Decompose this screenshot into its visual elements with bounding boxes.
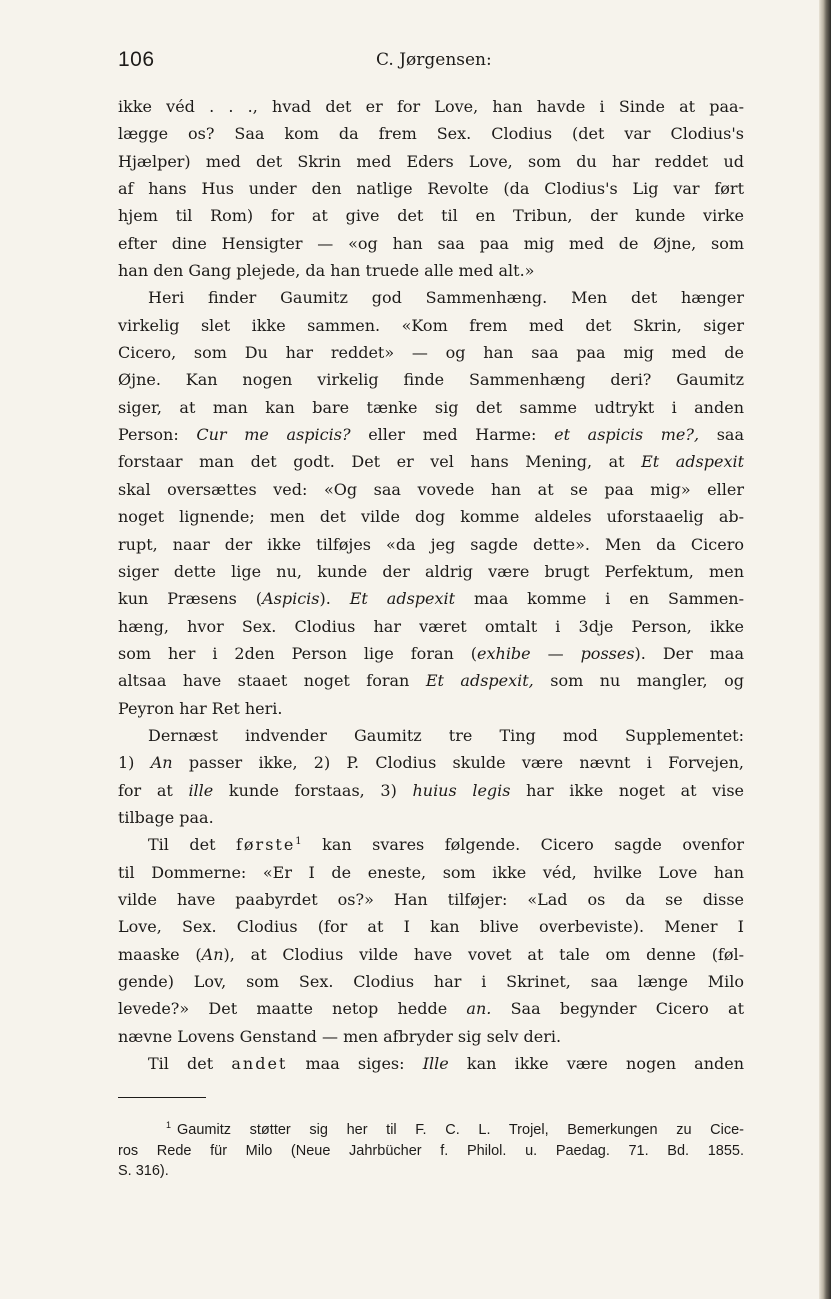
text-line: Heri finder Gaumitz god Sammenhæng. Men det hænger [148,288,744,308]
latin-quote: et aspicis me?, [554,425,700,445]
text-line: han den Gang plejede, da han truede alle med alt.» [118,261,535,281]
latin-quote: An [201,944,224,964]
text-run: 1) [118,753,151,773]
text-run: har ikke noget at vise [510,780,744,800]
text-line: ikke véd . . ., hvad det er for Love, han havde i Sinde at paa- [118,97,744,116]
text-run: Person: [118,425,197,445]
footnote-marker: 1 [166,1120,172,1130]
text-run: maaske ( [118,944,202,964]
latin-quote: an. [466,999,492,1019]
latin-quote: Et adspexit [641,452,745,472]
latin-quote: huius legis [412,780,511,800]
latin-quote: Ille [422,1054,449,1074]
text-line: Peyron har Ret heri. [118,698,283,718]
text-line: hjem til Rom) for at give det til en Tribun, der kunde virke [118,206,744,226]
text-line: noget lignende; men det vilde dog komme aldeles uforstaaelig ab- [118,507,744,527]
text-run: Til det [148,835,236,855]
text-line [118,941,744,968]
page-number: 106 [118,48,155,71]
text-run: levede?» Det maatte netop hedde [118,999,467,1019]
text-line: skal oversættes ved: «Og saa vovede han at se paa mig» eller [118,479,744,499]
text-line [118,667,744,694]
body-text [118,93,744,1077]
text-line [118,448,744,475]
text-line: af hans Hus under den natlige Revolte (da Clodius's Lig var ført [118,179,744,199]
footnote-line [118,1120,744,1141]
text-line: Dernæst indvender Gaumitz tre Ting mod Supplementet: [148,725,744,745]
running-head [118,48,744,78]
emphasis-spaced: andet [231,1054,288,1074]
text-run: ). [319,589,350,609]
text-run: eller med Harme: [350,425,555,445]
text-line: siger, at man kan bare tænke sig det samme udtrykt i anden [118,397,744,417]
text-run: kan ikke være nogen anden [448,1054,745,1074]
text-run: som her i 2den Person lige foran ( [118,643,478,663]
latin-quote: posses [580,643,635,663]
text-run: maa siges: [287,1054,423,1074]
text-run: kan svares følgende. Cicero sagde ovenfor [301,835,745,855]
latin-quote: Et adspexit [349,589,456,609]
text-run: maa komme i en Sammen- [455,589,745,609]
text-run: Saa begynder Cicero at [491,999,744,1019]
text-line [118,1050,744,1077]
footnote-text: Gaumitz støtter sig her til F. C. L. Trojel, Bemerkungen zu Cice- [177,1122,744,1138]
text-line [118,640,744,667]
text-line: til Dommerne: «Er I de eneste, som ikke véd, hvilke Love han [118,862,744,882]
emphasis-spaced: første [235,835,296,855]
text-line: Hjælper) med det Skrin med Eders Love, som du har reddet ud [118,151,744,171]
text-run: ), at Clodius vilde have vovet at tale om denne (føl- [223,944,745,964]
text-run: — [530,643,581,663]
footnote-divider [118,1097,206,1098]
text-run: altsaa have staaet noget foran [118,671,426,691]
latin-quote: Et adspexit, [425,671,534,691]
text-run: kun Præsens ( [118,589,263,609]
footnote [118,1120,744,1182]
text-line: Øjne. Kan nogen virkelig finde Sammenhæng deri? Gaumitz [118,370,744,390]
text-run: saa [699,425,745,445]
text-run: kunde forstaas, 3) [213,780,413,800]
text-line: lægge os? Saa kom da frem Sex. Clodius (det var Clodius's [118,124,744,144]
footnote-reference[interactable]: 1 [295,836,302,848]
text-run: for at [118,780,189,800]
text-line: vilde have paabyrdet os?» Han tilføjer: «Lad os da se disse [118,889,744,909]
text-run: som nu mangler, og [533,671,744,691]
page-edge-shadow [819,0,831,1299]
latin-quote: Aspicis [262,589,320,609]
text-run: Til det [148,1054,232,1074]
text-line [118,749,744,776]
text-line: nævne Lovens Genstand — men afbryder sig selv deri. [118,1026,562,1046]
latin-quote: Cur me aspicis? [196,425,351,445]
text-line: gende) Lov, som Sex. Clodius har i Skrinet, saa længe Milo [118,972,744,991]
text-line: Cicero, som Du har reddet» — og han saa paa mig med de [118,343,744,363]
text-line: hæng, hvor Sex. Clodius har været omtalt i 3dje Person, ikke [118,616,744,636]
text-run: ). Der maa [634,643,744,663]
footnote-line: S. 316). [118,1163,169,1179]
latin-quote: ille [188,780,214,800]
text-line: tilbage paa. [118,807,214,827]
running-title: C. Jørgensen: [376,50,492,70]
text-line [118,421,744,448]
text-line: Love, Sex. Clodius (for at I kan blive overbeviste). Mener I [118,917,744,937]
text-line [118,995,744,1022]
text-line [118,831,744,858]
text-line: rupt, naar der ikke tilføjes «da jeg sagde dette». Men da Cicero [118,534,744,554]
latin-quote: An [150,753,173,773]
text-line [118,585,744,612]
text-line: efter dine Hensigter — «og han saa paa mig med de Øjne, som [118,233,744,253]
footnote-line: ros Rede für Milo (Neue Jahrbücher f. Philol. u. Paedag. 71. Bd. 1855. [118,1142,744,1159]
text-line [118,777,744,804]
text-run: passer ikke, 2) P. Clodius skulde være nævnt i Forvejen, [172,753,744,773]
text-line: virkelig slet ikke sammen. «Kom frem med det Skrin, siger [118,315,744,335]
text-run: forstaar man det godt. Det er vel hans Mening, at [118,452,642,472]
latin-quote: exhibe [477,643,531,663]
text-line: siger dette lige nu, kunde der aldrig være brugt Perfektum, men [118,561,744,581]
